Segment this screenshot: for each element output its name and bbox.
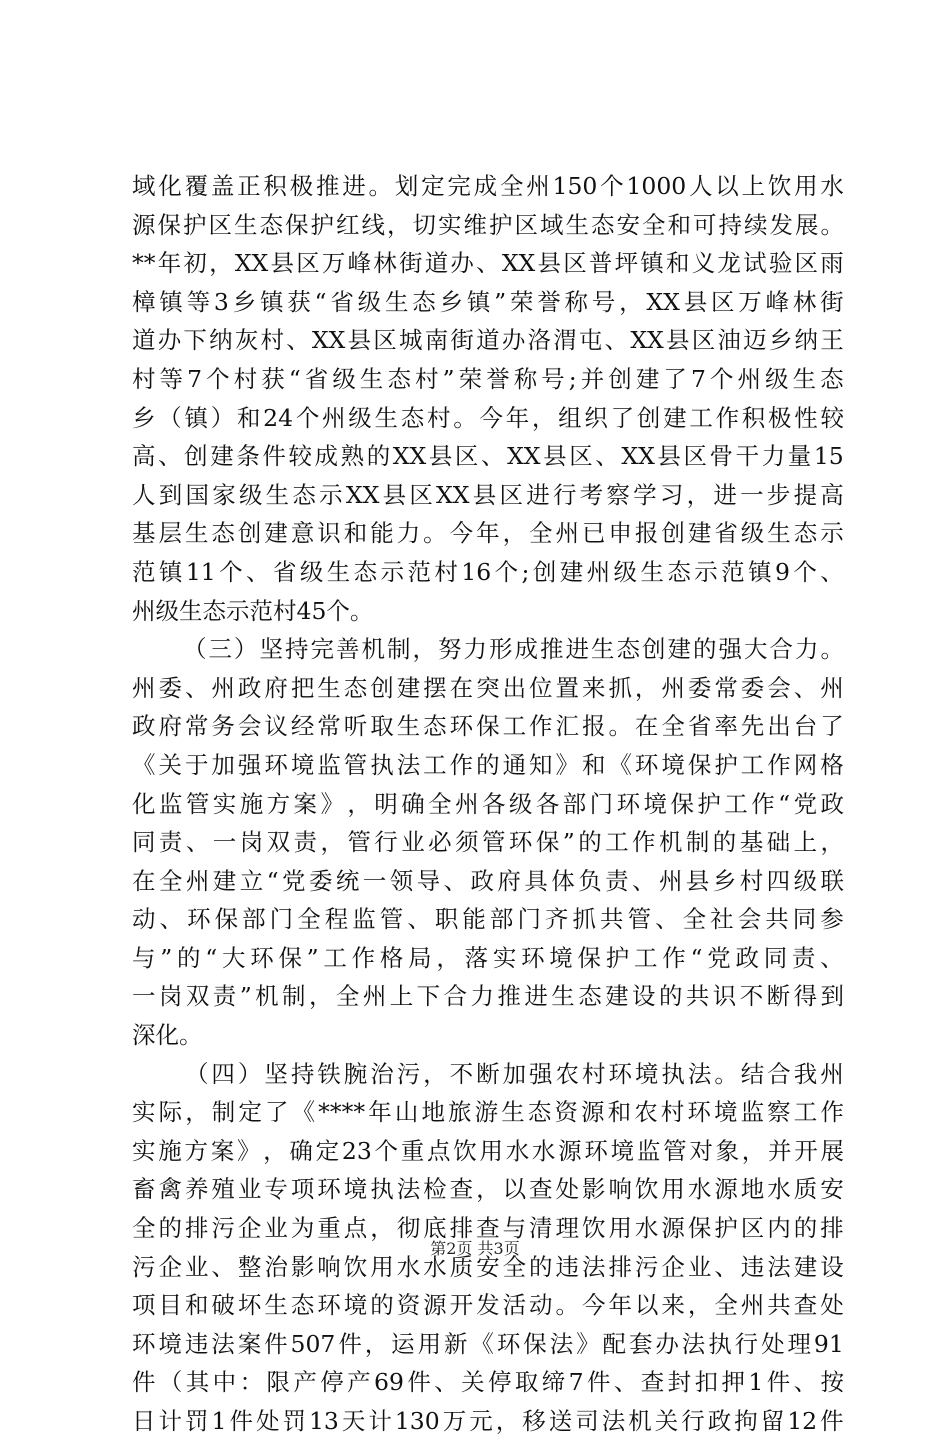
page-footer: 第2页 共3页 bbox=[430, 1239, 520, 1258]
text-line: 日 计 罚 1 件 处 罚 13 天 计 130 万 元 ， 移 送 司 法 机 关 行 政 拘 留 12 件 bbox=[132, 1407, 844, 1435]
text-line: 州级生态示范村45个。 bbox=[132, 596, 374, 625]
text-line: 道 办 下 纳 灰 村 、 XX 县 区 城 南 街 道 办 洛 渭 屯 、 XX 县 区 油 迈 乡 纳 王 bbox=[132, 326, 844, 355]
text-line: ** 年 初 ， XX 县 区 万 峰 林 街 道 办 、 XX 县 区 普 坪 镇 和 义 龙 试 验 区 雨 bbox=[132, 249, 844, 278]
text-line: 与 ” 的 “ 大 环 保 ” 工 作 格 局 ， 落 实 环 境 保 护 工 作 “ 党 政 同 责 、 bbox=[132, 943, 844, 972]
text-line: 基 层 生 态 创 建 意 识 和 能 力 。 今 年 ， 全 州 已 申 报 创 建 省 级 生 态 示 bbox=[132, 519, 844, 548]
text-line: 《 关 于 加 强 环 境 监 管 执 法 工 作 的 通 知 》 和 《 环 境 保 护 工 作 网 格 bbox=[132, 750, 844, 779]
text-line: 项 目 和 破 坏 生 态 环 境 的 资 源 开 发 活 动 。 今 年 以 来 ， 全 州 共 查 处 bbox=[132, 1291, 844, 1320]
text-line: 乡 （ 镇 ） 和 24 个 州 级 生 态 村 。 今 年 ， 组 织 了 创 建 工 作 积 极 性 较 bbox=[132, 403, 844, 432]
text-line: 全 的 排 污 企 业 为 重 点 ， 彻 底 排 查 与 清 理 饮 用 水 源 保 护 区 内 的 排 bbox=[132, 1214, 844, 1243]
text-line: 动 、 环 保 部 门 全 程 监 管 、 职 能 部 门 齐 抓 共 管 、 全 社 会 共 同 参 bbox=[132, 905, 844, 934]
text-line: 实 际 ， 制 定 了 《 **** 年 山 地 旅 游 生 态 资 源 和 农 村 环 境 监 察 工 作 bbox=[132, 1098, 844, 1127]
text-line: 在 全 州 建 立 “ 党 委 统 一 领 导 、 政 府 具 体 负 责 、 州 县 乡 村 四 级 联 bbox=[132, 866, 844, 895]
text-line: 域 化 覆 盖 正 积 极 推 进 。 划 定 完 成 全 州 150 个 1000 人 以 上 饮 用 水 bbox=[132, 172, 844, 200]
text-line: （ 四 ） 坚 持 铁 腕 治 污 ， 不 断 加 强 农 村 环 境 执 法 。 结 合 我 州 bbox=[184, 1059, 844, 1088]
text-line: 同 责 、 一 岗 双 责 ， 管 行 业 必 须 管 环 保 ” 的 工 作 机 制 的 基 础 上 ， bbox=[132, 828, 844, 857]
text-line: 州 委 、 州 政 府 把 生 态 创 建 摆 在 突 出 位 置 来 抓 ， 州 委 常 委 会 、 州 bbox=[132, 673, 844, 702]
text-line: 实 施 方 案 》 ， 确 定 23 个 重 点 饮 用 水 水 源 环 境 监 管 对 象 ， 并 开 展 bbox=[132, 1136, 844, 1165]
text-line: 政 府 常 务 会 议 经 常 听 取 生 态 环 保 工 作 汇 报 。 在 全 省 率 先 出 台 了 bbox=[132, 712, 844, 741]
text-line: 樟 镇 等 3 乡 镇 获 “ 省 级 生 态 乡 镇 ” 荣 誉 称 号 ， XX 县 区 万 峰 林 街 bbox=[132, 287, 844, 316]
text-line: 深化。 bbox=[132, 1021, 203, 1050]
text-line: 范 镇 11 个 、 省 级 生 态 示 范 村 16 个 ; 创 建 州 级 生 态 示 范 镇 9 个 、 bbox=[132, 557, 844, 586]
text-line: 源 保 护 区 生 态 保 护 红 线 ， 切 实 维 护 区 域 生 态 安 全 和 可 持 续 发 展 。 bbox=[132, 210, 844, 239]
text-line: 畜 禽 养 殖 业 专 项 环 境 执 法 检 查 ， 以 查 处 影 响 饮 用 水 源 地 水 质 安 bbox=[132, 1175, 844, 1204]
text-line: 化 监 管 实 施 方 案 》 ， 明 确 全 州 各 级 各 部 门 环 境 保 护 工 作 “ 党 政 bbox=[132, 789, 844, 818]
text-line: 件 （ 其 中 ： 限 产 停 产 69 件 、 关 停 取 缔 7 件 、 查 封 扣 押 1 件 、 按 bbox=[132, 1368, 844, 1397]
text-line: （ 三 ） 坚 持 完 善 机 制 ， 努 力 形 成 推 进 生 态 创 建 的 强 大 合 力 。 bbox=[183, 635, 844, 664]
text-line: 环 境 违 法 案 件 507 件 ， 运 用 新 《 环 保 法 》 配 套 办 法 执 行 处 理 91 bbox=[132, 1329, 844, 1358]
text-line: 高 、 创 建 条 件 较 成 熟 的 XX 县 区 、 XX 县 区 、 XX 县 区 骨 干 力 量 15 bbox=[132, 442, 844, 471]
text-line: 一 岗 双 责 ” 机 制 ， 全 州 上 下 合 力 推 进 生 态 建 设 的 共 识 不 断 得 到 bbox=[132, 982, 844, 1011]
text-line: 污 企 业 、 整 治 影 响 饮 用 水 水 质 安 全 的 违 法 排 污 企 业 、 违 法 建 设 bbox=[132, 1252, 844, 1281]
text-line: 人 到 国 家 级 生 态 示 XX 县 区 XX 县 区 进 行 考 察 学 习 ， 进 一 步 提 高 bbox=[132, 480, 844, 509]
text-line: 村 等 7 个 村 获 “ 省 级 生 态 村 ” 荣 誉 称 号 ; 并 创 建 了 7 个 州 级 生 态 bbox=[132, 364, 844, 393]
